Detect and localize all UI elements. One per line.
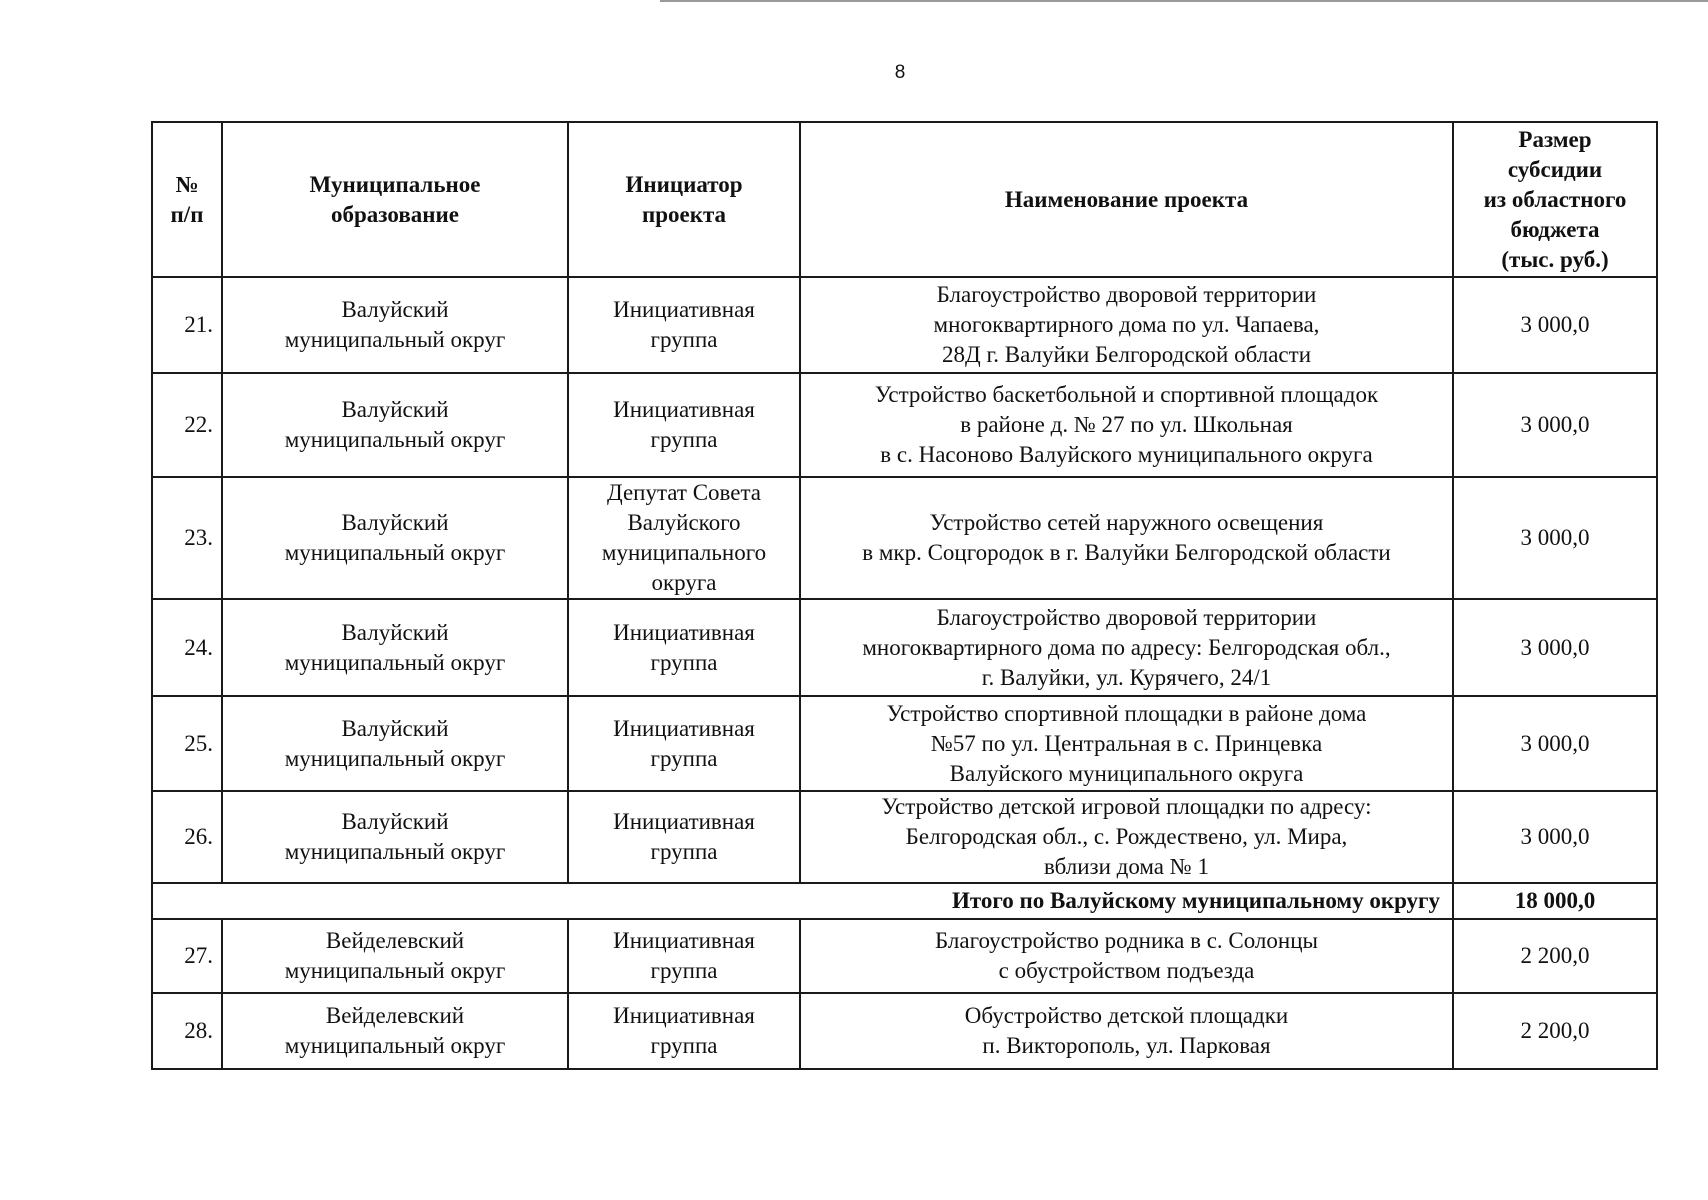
page-number: 8 bbox=[894, 62, 906, 83]
row-number: 21. bbox=[152, 277, 222, 373]
row-municipality: Валуйский муниципальный округ bbox=[222, 477, 568, 599]
row-municipality: Валуйский муниципальный округ bbox=[222, 373, 568, 477]
row-project-name: Устройство сетей наружного освещения в мкр. Соцгородок в г. Валуйки Белгородской области bbox=[800, 477, 1453, 599]
row-municipality: Вейделевский муниципальный округ bbox=[222, 919, 568, 993]
table-row bbox=[152, 696, 1657, 791]
table-row bbox=[152, 993, 1657, 1069]
row-project-name: Устройство спортивной площадки в районе дома №57 по ул. Центральная в с. Принцевка Валуйского муниципального округа bbox=[800, 696, 1453, 791]
row-initiator: Инициативная группа bbox=[568, 791, 800, 883]
header-initiator: Инициатор проекта bbox=[568, 122, 800, 277]
header-number: № п/п bbox=[152, 122, 222, 277]
total-row bbox=[152, 883, 1657, 919]
row-project-name: Благоустройство дворовой территории многоквартирного дома по ул. Чапаева, 28Д г. Валуйки Белгородской области bbox=[800, 277, 1453, 373]
row-number: 24. bbox=[152, 599, 222, 696]
subsidy-table bbox=[151, 121, 1658, 1070]
table-row bbox=[152, 373, 1657, 477]
row-municipality: Валуйский муниципальный округ bbox=[222, 599, 568, 696]
row-subsidy-amount: 3 000,0 bbox=[1453, 477, 1657, 599]
row-subsidy-amount: 3 000,0 bbox=[1453, 599, 1657, 696]
row-number: 27. bbox=[152, 919, 222, 993]
row-project-name: Устройство баскетбольной и спортивной площадок в районе д. № 27 по ул. Школьная в с. Насоново Валуйского муниципального округа bbox=[800, 373, 1453, 477]
row-number: 25. bbox=[152, 696, 222, 791]
row-initiator: Инициативная группа bbox=[568, 993, 800, 1069]
header-subsidy-amount: Размер субсидии из областного бюджета (тыс. руб.) bbox=[1453, 122, 1657, 277]
row-number: 28. bbox=[152, 993, 222, 1069]
table-header-row bbox=[152, 122, 1657, 277]
total-label: Итого по Валуйскому муниципальному округу bbox=[152, 883, 1453, 919]
row-initiator: Инициативная группа bbox=[568, 696, 800, 791]
row-initiator: Инициативная группа bbox=[568, 919, 800, 993]
row-municipality: Валуйский муниципальный округ bbox=[222, 277, 568, 373]
header-project-name: Наименование проекта bbox=[800, 122, 1453, 277]
row-subsidy-amount: 2 200,0 bbox=[1453, 919, 1657, 993]
row-project-name: Устройство детской игровой площадки по адресу: Белгородская обл., с. Рождествено, ул. Мира, вблизи дома № 1 bbox=[800, 791, 1453, 883]
row-number: 22. bbox=[152, 373, 222, 477]
row-municipality: Вейделевский муниципальный округ bbox=[222, 993, 568, 1069]
table-row bbox=[152, 599, 1657, 696]
row-initiator: Депутат Совета Валуйского муниципального округа bbox=[568, 477, 800, 599]
row-subsidy-amount: 3 000,0 bbox=[1453, 277, 1657, 373]
table-row bbox=[152, 477, 1657, 599]
row-municipality: Валуйский муниципальный округ bbox=[222, 696, 568, 791]
row-initiator: Инициативная группа bbox=[568, 277, 800, 373]
row-subsidy-amount: 2 200,0 bbox=[1453, 993, 1657, 1069]
table-row bbox=[152, 791, 1657, 883]
scan-edge-line bbox=[660, 0, 1708, 2]
row-municipality: Валуйский муниципальный округ bbox=[222, 791, 568, 883]
row-subsidy-amount: 3 000,0 bbox=[1453, 373, 1657, 477]
row-project-name: Благоустройство дворовой территории многоквартирного дома по адресу: Белгородская обл., г. Валуйки, ул. Курячего, 24/1 bbox=[800, 599, 1453, 696]
total-value: 18 000,0 bbox=[1453, 883, 1657, 919]
row-project-name: Обустройство детской площадки п. Викторополь, ул. Парковая bbox=[800, 993, 1453, 1069]
row-number: 26. bbox=[152, 791, 222, 883]
row-project-name: Благоустройство родника в с. Солонцы с обустройством подъезда bbox=[800, 919, 1453, 993]
row-initiator: Инициативная группа bbox=[568, 599, 800, 696]
row-initiator: Инициативная группа bbox=[568, 373, 800, 477]
row-number: 23. bbox=[152, 477, 222, 599]
row-subsidy-amount: 3 000,0 bbox=[1453, 696, 1657, 791]
row-subsidy-amount: 3 000,0 bbox=[1453, 791, 1657, 883]
header-municipality: Муниципальное образование bbox=[222, 122, 568, 277]
table-row bbox=[152, 277, 1657, 373]
table-row bbox=[152, 919, 1657, 993]
